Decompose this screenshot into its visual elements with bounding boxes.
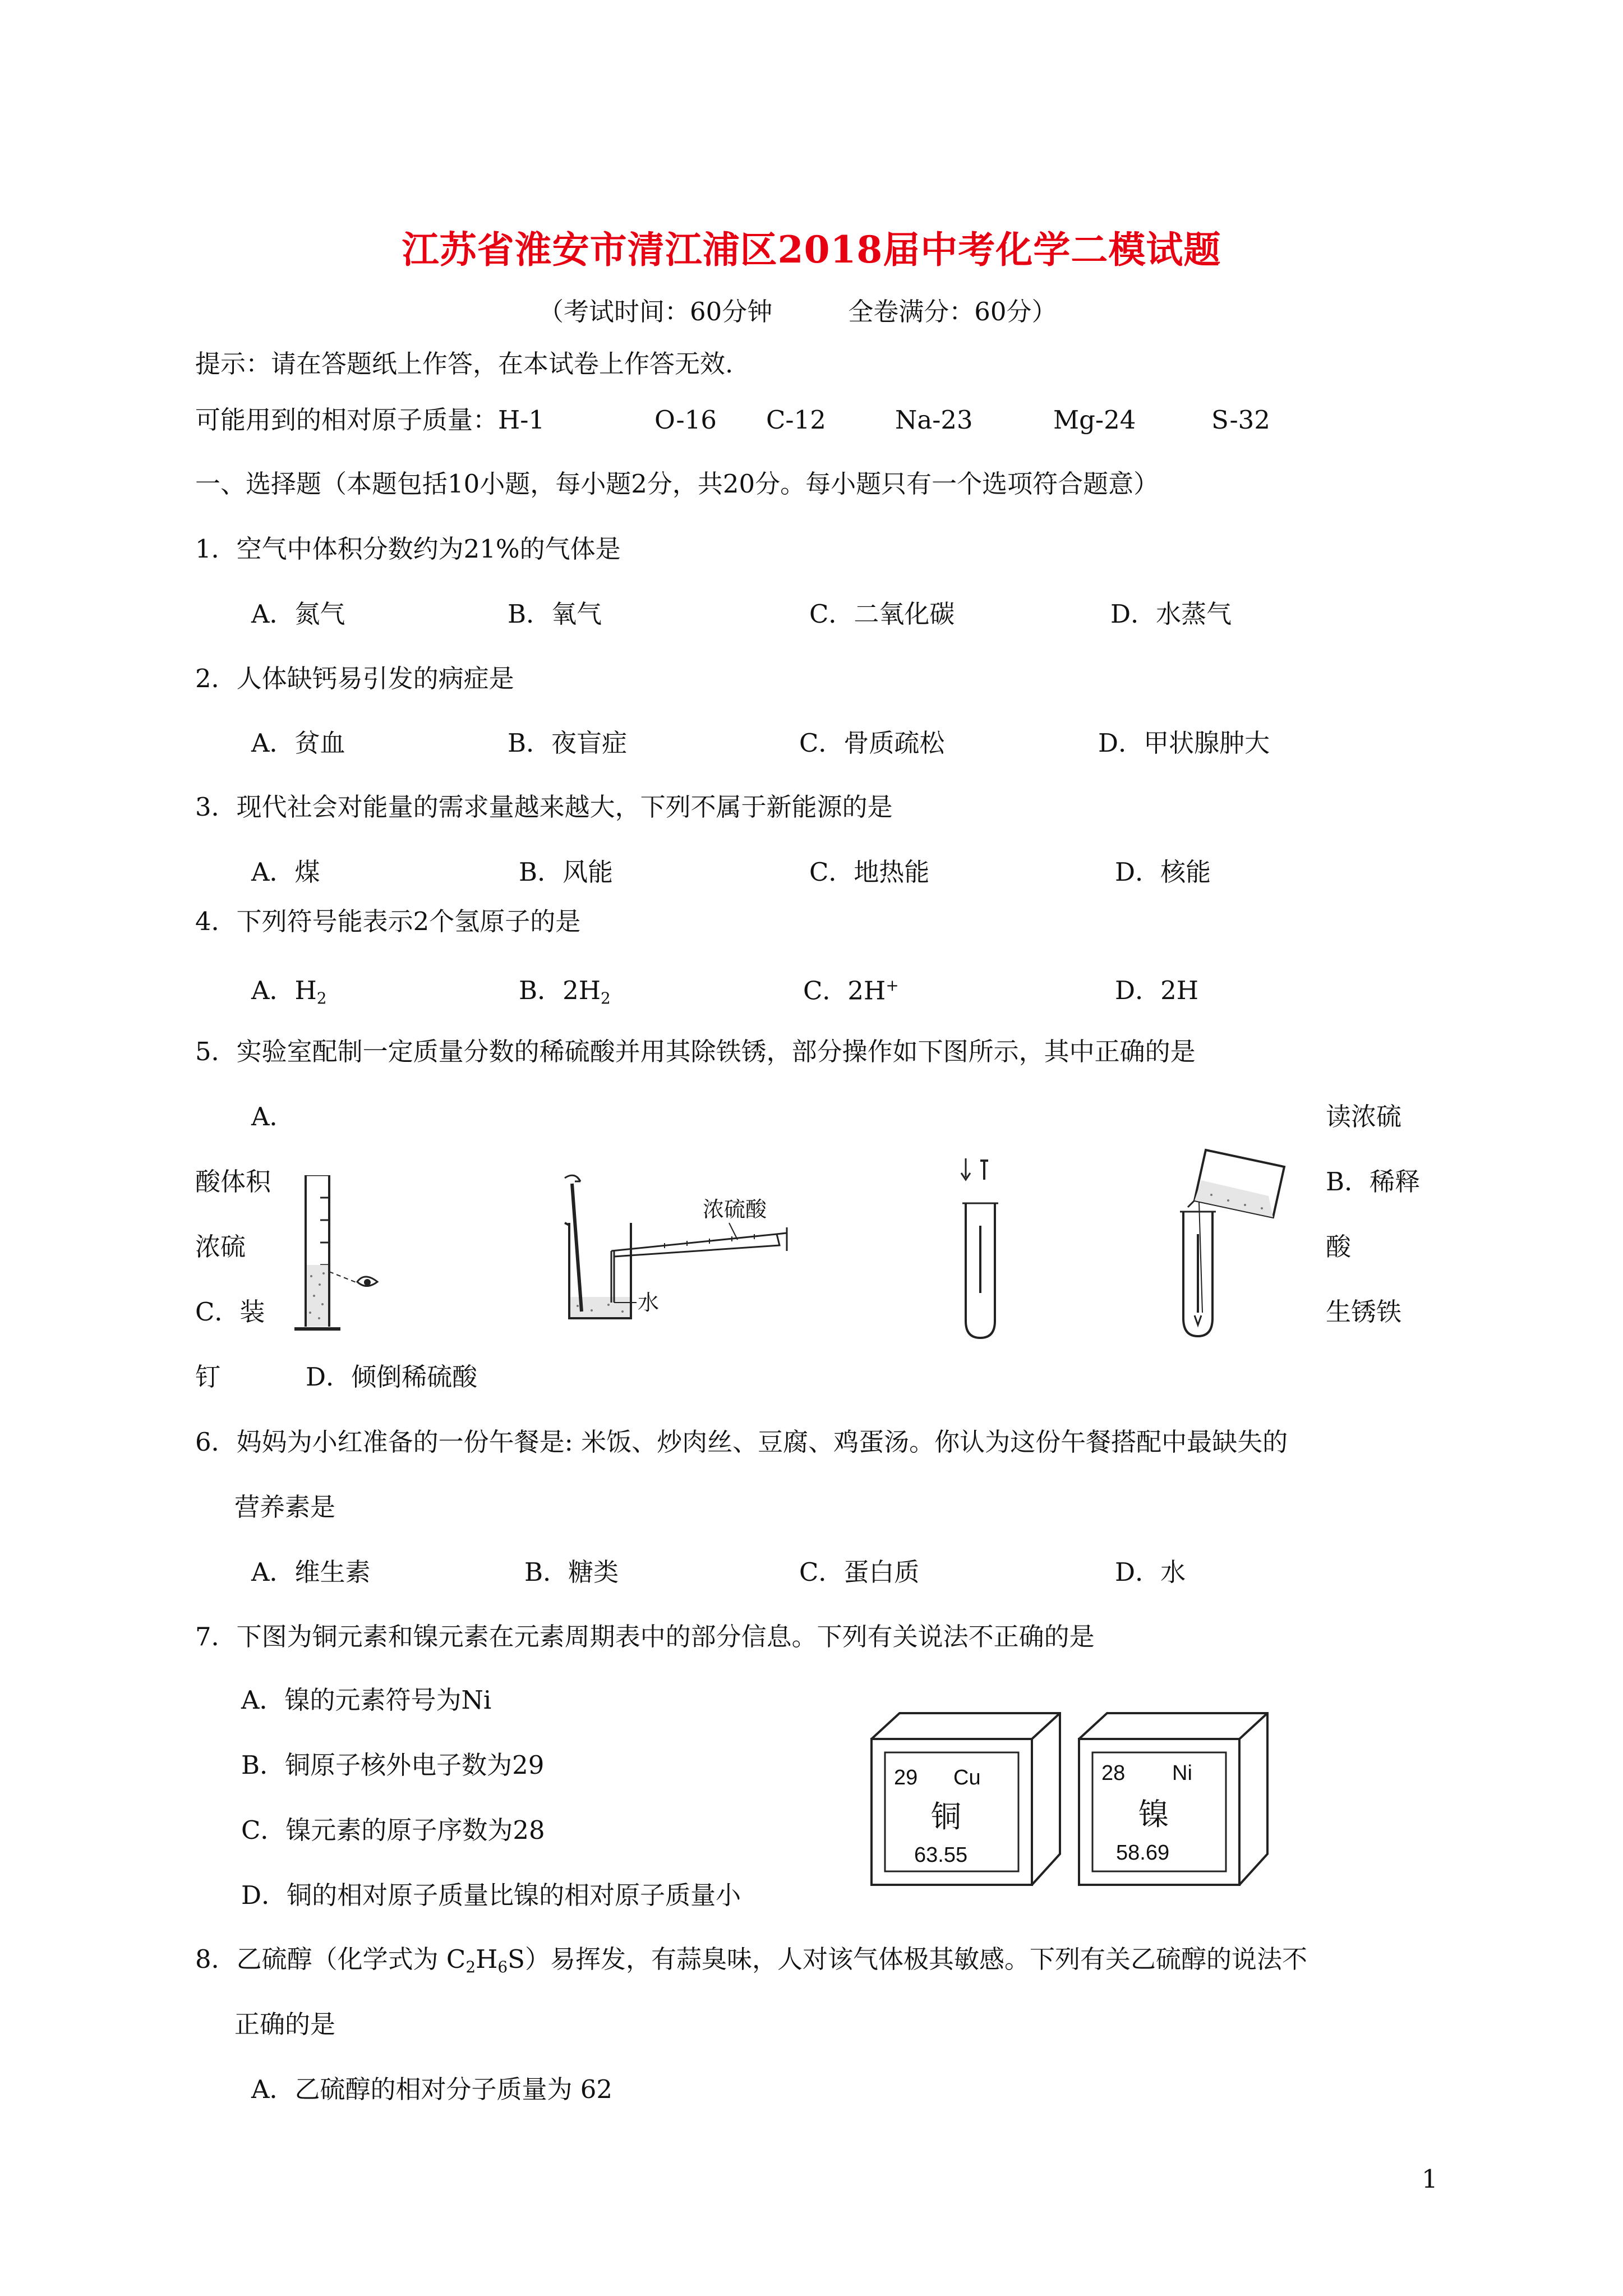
exam-info: （考试时间：60分钟 全卷满分：60分） xyxy=(538,297,1057,326)
figure-pouring-acid xyxy=(1172,1144,1301,1341)
q7-option-a: A．镍的元素符号为Ni xyxy=(241,1685,492,1715)
q7-option-b: B．铜原子核外电子数为29 xyxy=(241,1750,545,1780)
nickel-atomic-mass: 58.69 xyxy=(1116,1841,1170,1865)
q5-fragment-l3: C．装 xyxy=(195,1297,265,1327)
copper-name: 铜 xyxy=(931,1799,961,1834)
label-water: 水 xyxy=(638,1291,660,1315)
label-concentrated-acid: 浓硫酸 xyxy=(703,1198,767,1222)
q7-stem: 7．下图为铜元素和镍元素在元素周期表中的部分信息。下列有关说法不正确的是 xyxy=(195,1622,1095,1651)
q5-fragment-l4: 钉 xyxy=(195,1362,221,1392)
atomic-mass-s: S-32 xyxy=(1211,405,1270,435)
q4-option-b: B．$2H_2$ xyxy=(519,976,611,1007)
q5-fragment-r2: B．稀释 xyxy=(1326,1167,1421,1197)
q8-stem: 8．乙硫醇（化学式为 $C_2H_6S$）易挥发，有蒜臭味，人对该气体极其敏感。下列有关乙硫醇的说法不 xyxy=(195,1944,1307,1976)
page-number: 1 xyxy=(1422,2164,1438,2194)
exam-title: 江苏省淮安市清江浦区2018届中考化学二模试题 xyxy=(402,228,1221,272)
q1-option-d: D．水蒸气 xyxy=(1110,599,1232,629)
atomic-mass-label: 可能用到的相对原子质量：H-1 xyxy=(195,405,545,435)
atomic-mass-c: C-12 xyxy=(766,405,826,435)
figure-test-tube-nail xyxy=(953,1158,1015,1343)
q7-option-d: D．铜的相对原子质量比镍的相对原子质量小 xyxy=(241,1880,741,1910)
q3-option-a: A．煤 xyxy=(251,857,320,887)
q2-option-b: B．夜盲症 xyxy=(508,728,628,758)
atomic-mass-mg: Mg-24 xyxy=(1053,405,1136,435)
q3-option-c: C．地热能 xyxy=(809,857,930,887)
q1-stem: 1．空气中体积分数约为21%的气体是 xyxy=(195,534,621,564)
copper-symbol: Cu xyxy=(953,1766,981,1789)
q5-fragment-r4: 生锈铁 xyxy=(1326,1297,1402,1327)
q6-option-a: A．维生素 xyxy=(251,1557,371,1587)
q8-option-a: A．乙硫醇的相对分子质量为 62 xyxy=(251,2074,613,2104)
q5-fragment-r1: 读浓硫 xyxy=(1326,1102,1402,1131)
q1-option-b: B．氧气 xyxy=(508,599,602,629)
q6-stem-continued: 营养素是 xyxy=(234,1492,336,1522)
q5-fragment-r3: 酸 xyxy=(1326,1232,1352,1262)
q4-option-a: A．$H_2$ xyxy=(251,976,327,1007)
q1-option-a: A．氮气 xyxy=(251,599,345,629)
q4-option-c: C．2H+ xyxy=(803,976,899,1006)
q6-option-c: C．蛋白质 xyxy=(799,1557,920,1587)
q5-stem: 5．实验室配制一定质量分数的稀硫酸并用其除铁锈，部分操作如下图所示，其中正确的是 xyxy=(195,1037,1196,1066)
atomic-mass-na: Na-23 xyxy=(895,405,973,435)
q6-option-b: B．糖类 xyxy=(524,1557,619,1587)
nickel-symbol: Ni xyxy=(1172,1761,1192,1785)
q7-option-c: C．镍元素的原子序数为28 xyxy=(241,1815,545,1845)
q5-fragment-l1: 酸体积 xyxy=(195,1167,271,1197)
nickel-name: 镍 xyxy=(1138,1797,1169,1832)
element-tile-copper xyxy=(869,1711,1063,1888)
q4-stem: 4．下列符号能表示2个氢原子的是 xyxy=(195,907,581,936)
element-tile-nickel xyxy=(1077,1711,1270,1888)
figure-dilution xyxy=(552,1167,794,1329)
atomic-mass-o: O-16 xyxy=(654,405,717,435)
figure-graduated-cylinder xyxy=(294,1175,390,1343)
q3-option-d: D．核能 xyxy=(1115,857,1211,887)
nickel-atomic-number: 28 xyxy=(1101,1761,1126,1785)
copper-atomic-mass: 63.55 xyxy=(914,1843,968,1867)
q5-fragment-d: D．倾倒稀硫酸 xyxy=(306,1362,478,1392)
q4-option-d: D．2H xyxy=(1115,976,1198,1005)
q2-option-a: A．贫血 xyxy=(251,728,345,758)
section-heading: 一、选择题（本题包括10小题，每小题2分，共20分。每小题只有一个选项符合题意） xyxy=(195,469,1159,499)
q2-option-c: C．骨质疏松 xyxy=(799,728,945,758)
q2-stem: 2．人体缺钙易引发的病症是 xyxy=(195,664,514,693)
q5-fragment-l2: 浓硫 xyxy=(195,1232,246,1262)
q8-stem-continued: 正确的是 xyxy=(234,2009,336,2039)
q1-option-c: C．二氧化碳 xyxy=(809,599,955,629)
copper-atomic-number: 29 xyxy=(894,1766,918,1789)
q5-fragment-a: A． xyxy=(251,1102,295,1131)
q6-stem: 6．妈妈为小红准备的一份午餐是: 米饭、炒肉丝、豆腐、鸡蛋汤。你认为这份午餐搭配中最缺失的 xyxy=(195,1427,1288,1457)
q2-option-d: D．甲状腺肿大 xyxy=(1098,728,1270,758)
q6-option-d: D．水 xyxy=(1115,1557,1186,1587)
q3-option-b: B．风能 xyxy=(519,857,614,887)
answer-tip: 提示：请在答题纸上作答，在本试卷上作答无效. xyxy=(195,349,734,379)
q3-stem: 3．现代社会对能量的需求量越来越大，下列不属于新能源的是 xyxy=(195,792,893,822)
